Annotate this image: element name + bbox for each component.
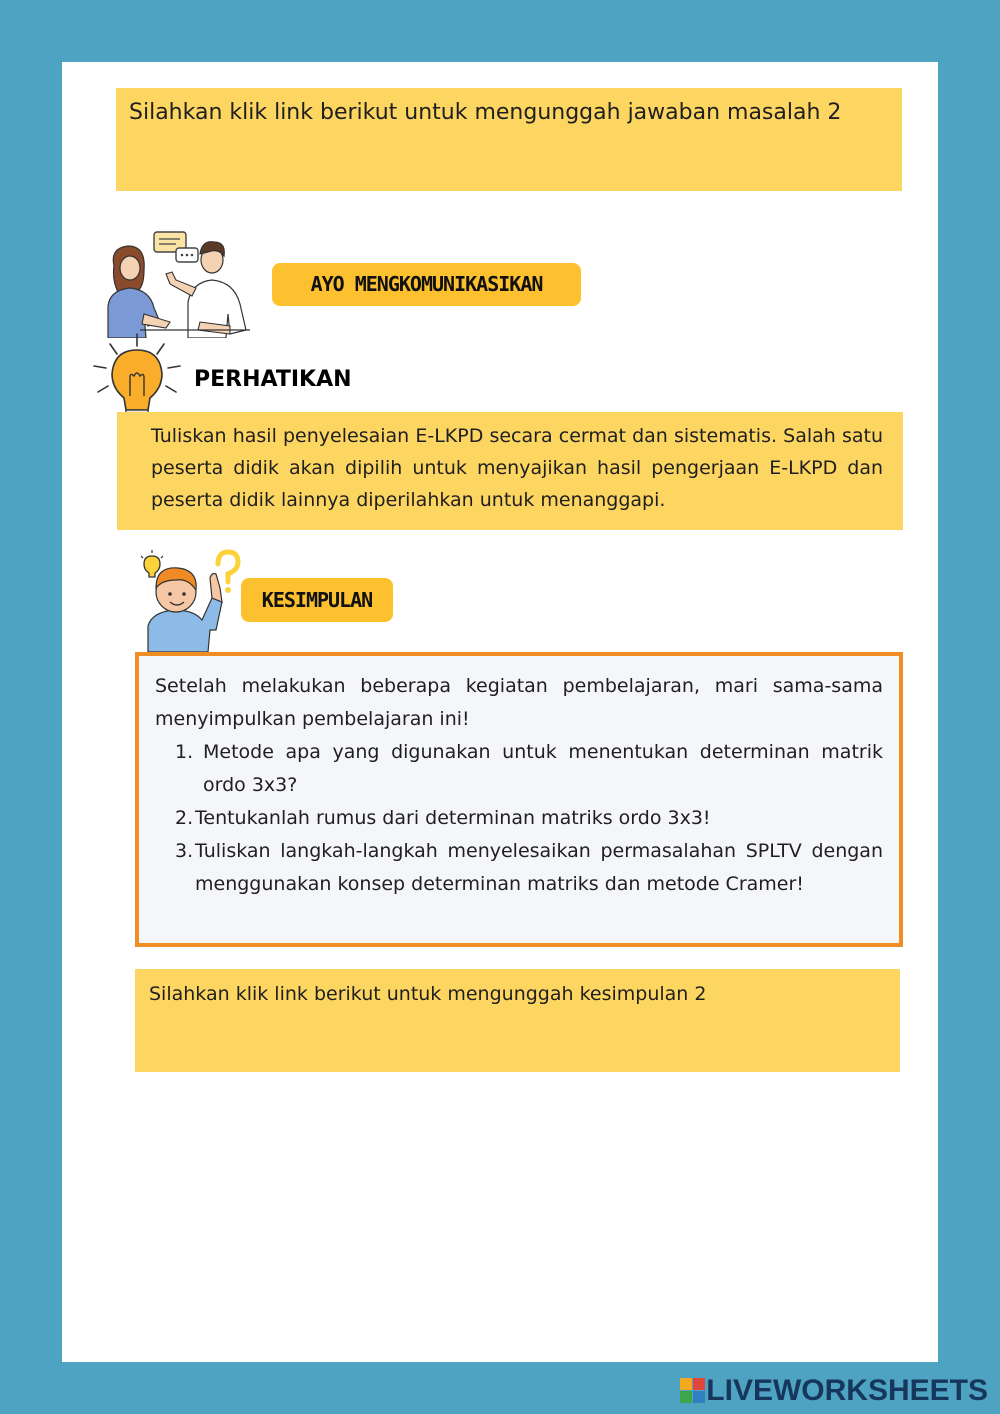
communication-illustration xyxy=(100,230,252,338)
liveworksheets-logo-icon xyxy=(680,1378,706,1404)
perhatikan-text: Tuliskan hasil penyelesaian E-LKPD secara cermat dan sistematis. Salah satu peserta didik akan dipilih untuk menyajikan hasil pengerjaan E-LKPD dan peserta didik lainnya diperilahkan untuk menanggapi. xyxy=(151,425,883,511)
list-item: 1. Metode apa yang digunakan untuk menentukan determinan matrik ordo 3x3? xyxy=(175,741,883,796)
kesimpulan-question-list xyxy=(155,736,883,901)
list-item: 2. Tentukanlah rumus dari determinan matriks ordo 3x3! xyxy=(175,807,711,829)
liveworksheets-brand: LIVEWORKSHEETS xyxy=(706,1374,988,1407)
kesimpulan-badge: KESIMPULAN xyxy=(241,578,393,622)
kid-idea-illustration xyxy=(132,548,242,652)
perhatikan-title: PERHATIKAN xyxy=(194,367,352,392)
worksheet-page xyxy=(62,62,938,1362)
upload-conclusion-link-box[interactable] xyxy=(135,969,900,1072)
upload-answer-text: Silahkan klik link berikut untuk mengunggah jawaban masalah 2 xyxy=(129,100,842,125)
kesimpulan-intro: Setelah melakukan beberapa kegiatan pembelajaran, mari sama-sama menyimpulkan pembelajaran ini! xyxy=(155,675,883,730)
perhatikan-box xyxy=(117,412,903,530)
list-item: 3. Tuliskan langkah-langkah menyelesaikan permasalahan SPLTV dengan menggunakan konsep determinan matriks dan metode Cramer! xyxy=(175,840,883,895)
liveworksheets-logo[interactable] xyxy=(680,1374,988,1408)
kesimpulan-box xyxy=(135,652,903,947)
upload-answer-link-box[interactable] xyxy=(116,88,902,191)
upload-conclusion-text: Silahkan klik link berikut untuk mengunggah kesimpulan 2 xyxy=(149,983,707,1005)
ayo-mengkomunikasikan-badge: AYO MENGKOMUNIKASIKAN xyxy=(272,263,581,306)
